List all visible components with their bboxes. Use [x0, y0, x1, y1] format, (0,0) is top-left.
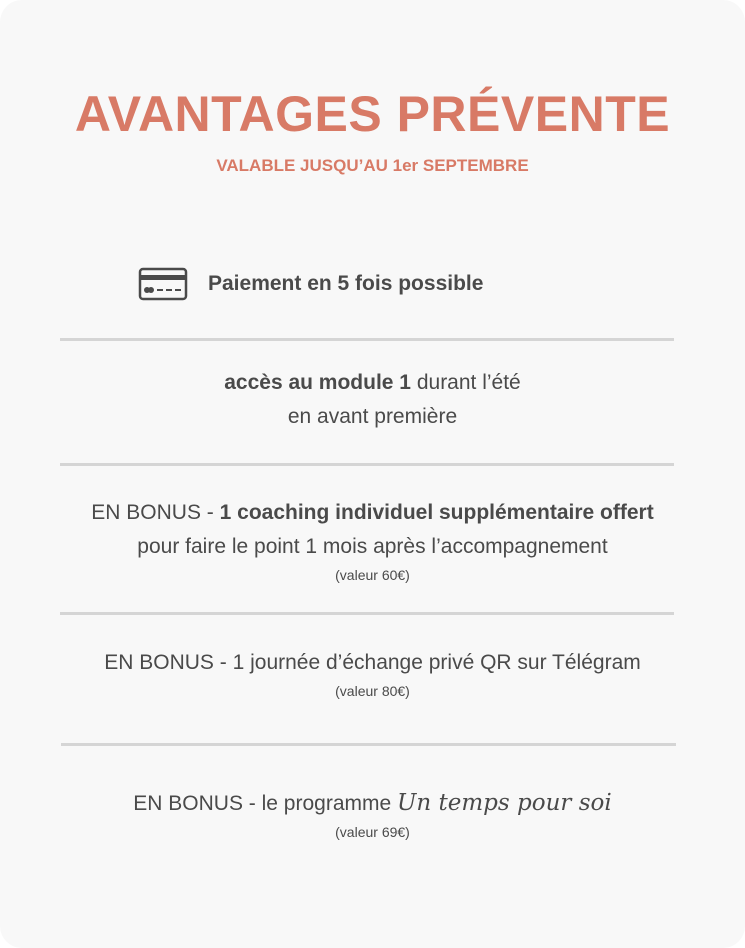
coaching-value: (valeur 60€) — [335, 567, 410, 583]
programme-benefit — [0, 786, 745, 843]
divider — [60, 338, 674, 341]
coaching-bold: 1 coaching individuel supplémentaire offert — [219, 501, 654, 524]
payment-row — [138, 266, 483, 302]
divider — [60, 612, 674, 615]
page-title: AVANTAGES PRÉVENTE — [74, 86, 671, 142]
divider — [61, 743, 676, 746]
journee-benefit — [0, 646, 745, 702]
programme-line-1 — [0, 786, 745, 821]
coaching-line-1 — [0, 496, 745, 530]
module-line-1 — [0, 366, 745, 400]
coaching-line-2: pour faire le point 1 mois après l’accompagnement — [137, 535, 608, 558]
module-line-2: en avant première — [287, 405, 458, 428]
programme-title: Un temps pour soi — [397, 790, 612, 816]
module-benefit — [0, 366, 745, 434]
module-bold: accès au module 1 — [224, 371, 411, 394]
module-rest: durant l’été — [411, 371, 521, 394]
divider — [60, 463, 674, 466]
page-subtitle: VALABLE JUSQU’AU 1er SEPTEMBRE — [216, 156, 529, 175]
programme-value: (valeur 69€) — [335, 824, 410, 840]
coaching-prefix: EN BONUS - — [91, 501, 220, 524]
payment-label: Paiement en 5 fois possible — [208, 272, 484, 295]
programme-prefix: EN BONUS - le programme — [133, 792, 397, 815]
credit-card-icon — [138, 267, 188, 301]
coaching-benefit — [0, 496, 745, 586]
journee-value: (valeur 80€) — [335, 683, 410, 699]
journee-line-1: EN BONUS - 1 journée d’échange privé QR sur Télégram — [104, 651, 641, 674]
